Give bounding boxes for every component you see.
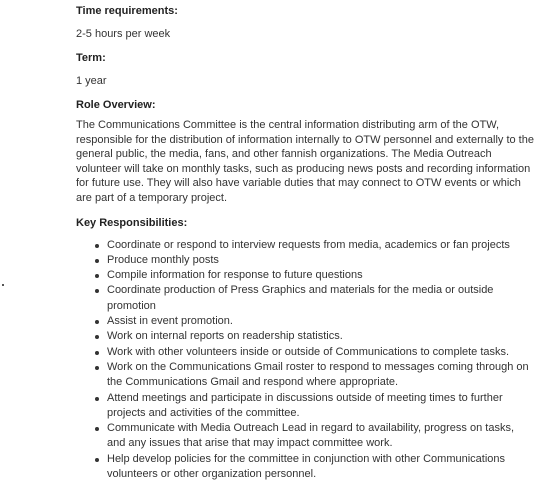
time-requirements-value: 2-5 hours per week (76, 28, 171, 40)
list-item: Work on the Communications Gmail roster to respond to messages coming through on the Communications Gmail and respond where appropriate. (107, 360, 536, 391)
role-overview-heading: Role Overview: (76, 99, 156, 111)
list-item: Assist in event promotion. (107, 314, 536, 329)
key-responsibilities-heading: Key Responsibilities: (76, 216, 188, 229)
list-item: Produce monthly posts (107, 253, 536, 268)
job-description (76, 4, 536, 482)
list-item: Communicate with Media Outreach Lead in regard to availability, progress on tasks, and any issues that arise that may impact committee work. (107, 421, 536, 452)
list-item: Coordinate or respond to interview requests from media, academics or fan projects (107, 238, 536, 253)
list-item: Compile information for response to future questions (107, 268, 536, 283)
list-item: Work with other volunteers inside or outside of Communications to complete tasks. (107, 345, 536, 360)
time-requirements-heading: Time requirements: (76, 5, 178, 17)
term-value: 1 year (76, 75, 107, 87)
list-item: Work on internal reports on readership statistics. (107, 329, 536, 344)
responsibilities-list (76, 238, 536, 483)
term-heading: Term: (76, 52, 106, 64)
list-item: Help develop policies for the committee in conjunction with other Communications volunteers or other organization personnel. (107, 452, 536, 483)
list-item: Attend meetings and participate in discussions outside of meeting times to further projects and activities of the committee. (107, 391, 536, 422)
stray-dot (2, 284, 4, 286)
list-item: Coordinate production of Press Graphics and materials for the media or outside promotion (107, 283, 536, 314)
role-overview-text: The Communications Committee is the central information distributing arm of the OTW, responsible for the distribution of information internally to OTW personnel and externally to the general public, the media, fans, and other fannish organizations. The Media Outreach volunteer will take on monthly tasks, such as producing news posts and recording information for future use. They will also have variable duties that may connect to OTW events or which are part of a temporary project. (76, 119, 534, 204)
